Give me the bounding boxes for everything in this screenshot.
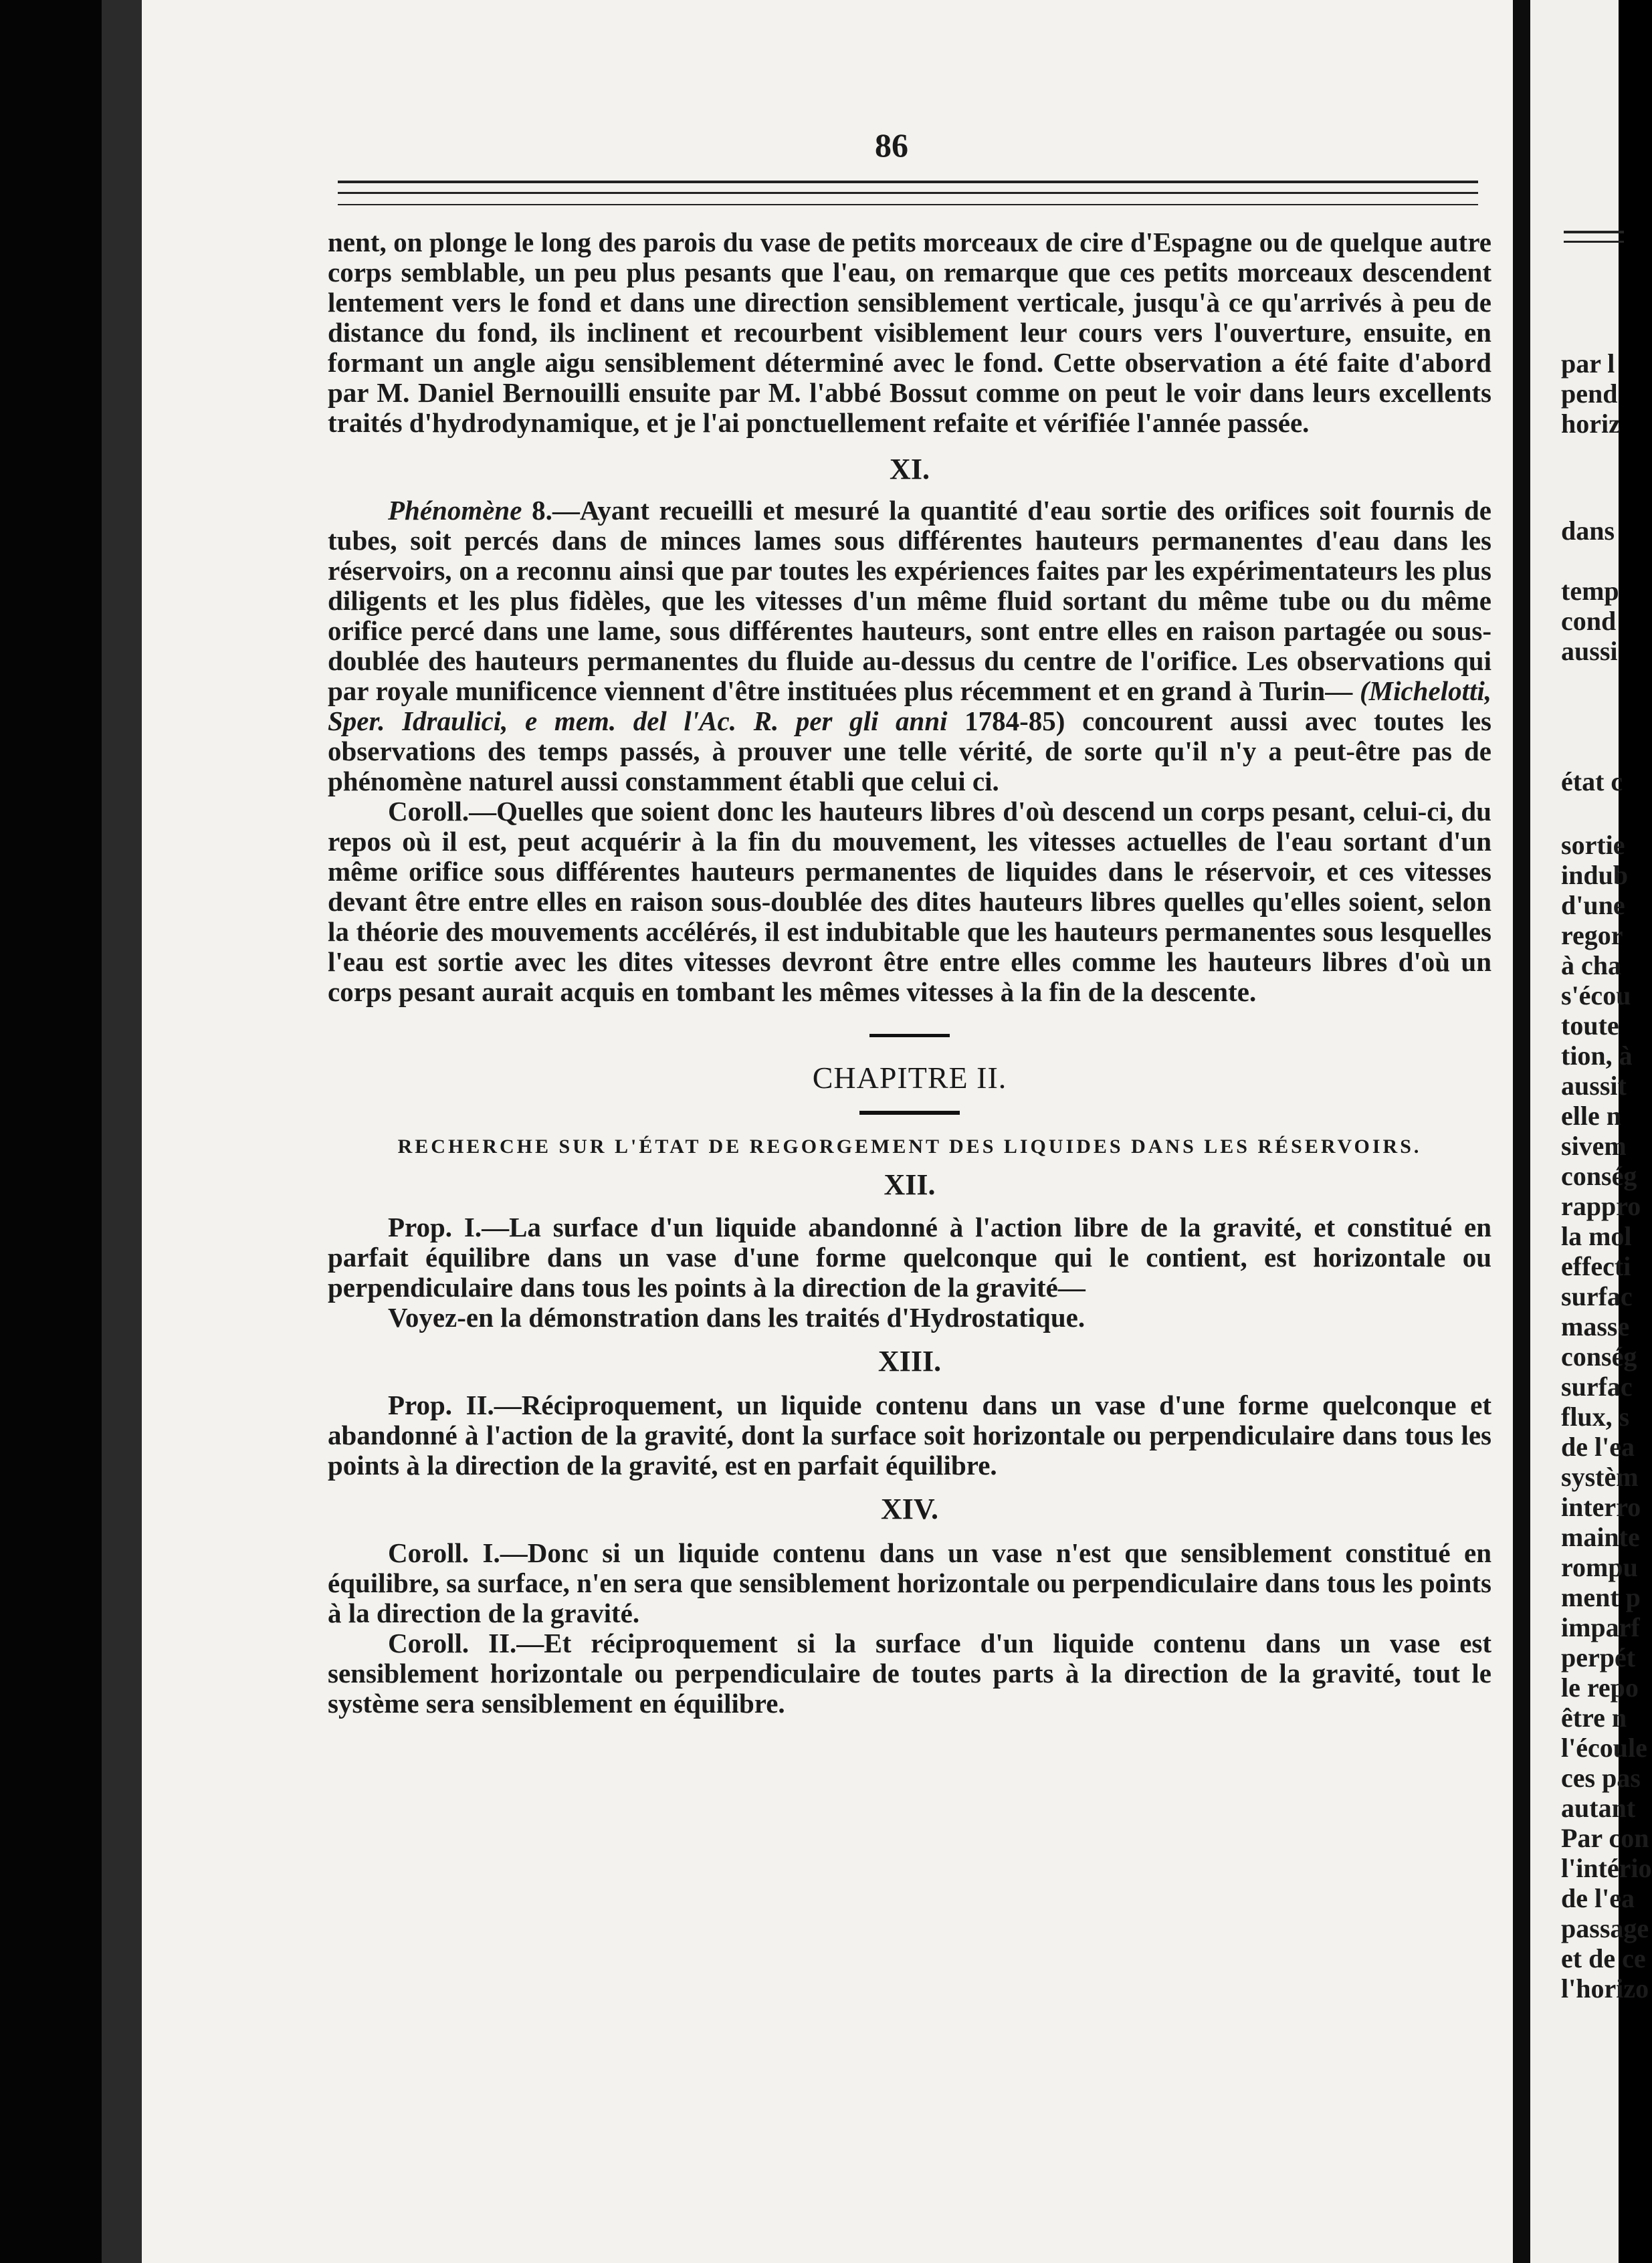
adjacent-page-line: cond bbox=[1561, 606, 1617, 636]
adjacent-page-line: l'écoule bbox=[1561, 1733, 1647, 1763]
scan-page-edge bbox=[102, 0, 142, 2263]
adjacent-page-line: masse bbox=[1561, 1311, 1630, 1341]
adjacent-page-line: sivem bbox=[1561, 1131, 1627, 1161]
hydrostatique-reference: Voyez-en la démonstration dans les traités d'Hydrostatique. bbox=[388, 1302, 1086, 1333]
adjacent-page-line: et de ce bbox=[1561, 1943, 1646, 1973]
coroll-two-paragraph: Coroll. II.—Et réciproquement si la surface d'un liquide contenu dans un vase est sensiblement horizontale ou perpendiculaire de toutes parts à la direction de la gravité, tout le système sera sensiblement en équilibre. bbox=[328, 1628, 1491, 1719]
adjacent-page-line: ment p bbox=[1561, 1582, 1641, 1612]
adjacent-page-line: autant bbox=[1561, 1793, 1636, 1823]
adjacent-page-line: aussit bbox=[1561, 1071, 1627, 1101]
adjacent-page-line: Par con bbox=[1561, 1823, 1649, 1853]
michelotti-citation: (Michelotti, Sper. Idraulici, e mem. del l'Ac. R. per gli anni bbox=[328, 675, 1491, 736]
adjacent-page-rule-2 bbox=[1564, 241, 1624, 243]
adjacent-page-line: effecti bbox=[1561, 1251, 1631, 1281]
section-number-xii: XII. bbox=[884, 1168, 936, 1201]
adjacent-page-line: de l'ea bbox=[1561, 1432, 1635, 1462]
phenomene-text-end: 1784-85) concourent aussi avec toutes les observations des temps passés, à prouver une telle vérité, de sorte qu'il n'y a peut-être pas de phénomène naturel aussi constamment établi que celui ci. bbox=[328, 706, 1491, 796]
chapter-subtitle: RECHERCHE SUR L'ÉTAT DE REGORGEMENT DES LIQUIDES DANS LES RÉSERVOIRS. bbox=[397, 1136, 1422, 1158]
adjacent-page-line: pend bbox=[1561, 379, 1618, 409]
adjacent-page-line: perpét bbox=[1561, 1642, 1636, 1673]
page-number: 86 bbox=[875, 126, 908, 164]
header-rule-top bbox=[338, 181, 1478, 183]
adjacent-page-line: aussi bbox=[1561, 636, 1618, 666]
prop-two-paragraph: Prop. II.—Réciproquement, un liquide contenu dans un vase d'une forme quelconque et abandonné à l'action de la gravité, dont la surface soit horizontale ou perpendiculaire dans tous les points à la direction de la gravité, est en parfait équilibre. bbox=[328, 1390, 1491, 1481]
adjacent-page-line: mainte bbox=[1561, 1522, 1640, 1552]
adjacent-page-line: l'horizo bbox=[1561, 1973, 1649, 2004]
adjacent-page-line: l'intério bbox=[1561, 1853, 1652, 1883]
adjacent-page-line: regor bbox=[1561, 920, 1623, 950]
adjacent-page-line: de l'ea bbox=[1561, 1883, 1635, 1913]
adjacent-page-line: état c bbox=[1561, 766, 1623, 796]
adjacent-page-line: sortie bbox=[1561, 830, 1625, 860]
adjacent-page-fragment bbox=[1530, 0, 1652, 2263]
adjacent-page-line: toute bbox=[1561, 1010, 1619, 1041]
chapter-title: CHAPITRE II. bbox=[812, 1061, 1007, 1095]
section-number-xiii: XIII. bbox=[877, 1345, 942, 1378]
phenomene-label: Phénomène bbox=[388, 495, 522, 526]
adjacent-page-line: horiz bbox=[1561, 409, 1621, 439]
adjacent-page-line: tion, à bbox=[1561, 1041, 1633, 1071]
scan-left-margin bbox=[0, 0, 102, 2263]
coroll-one-paragraph: Coroll. I.—Donc si un liquide contenu dans un vase n'est que sensiblement constitué en équilibre, sa surface, n'en sera que sensiblement horizontale ou perpendiculaire dans tous les points à la direction de la gravité. bbox=[328, 1537, 1491, 1628]
adjacent-page-rule-1 bbox=[1564, 231, 1624, 233]
adjacent-page-line: être n bbox=[1561, 1703, 1627, 1733]
adjacent-page-line: dans bbox=[1561, 516, 1615, 546]
adjacent-page-line: rompu bbox=[1561, 1552, 1638, 1582]
phenomene-text: 8.—Ayant recueilli et mesuré la quantité d'eau sortie des orifices soit fournis de tubes, soit percés dans de minces lames sous différentes hauteurs permanentes d'eau dans les réservoirs, on a reconnu ainsi que par toutes les expériences faites par les expérimentateurs les plus diligents et les plus fidèles, que les vitesses d'un même fluid sortant du même tube ou du même orifice percé dans une lame, sous différentes hauteurs, sont entre elles en raison partagée ou sous-doublée des hauteurs permanentes du fluide au-dessus du centre de l'orifice. Les observations qui par royale munificence viennent d'être instituées plus récemment et en grand à Turin— bbox=[328, 495, 1491, 706]
adjacent-page-line: la mol bbox=[1561, 1221, 1632, 1251]
adjacent-page-line: passage bbox=[1561, 1913, 1649, 1943]
page-body bbox=[328, 227, 1491, 1719]
adjacent-page-line: s'écou bbox=[1561, 980, 1631, 1010]
adjacent-page-line: conség bbox=[1561, 1161, 1637, 1191]
adjacent-page-line: imparf bbox=[1561, 1612, 1640, 1642]
section-number-xi: XI. bbox=[890, 453, 930, 486]
adjacent-page-line: systèm bbox=[1561, 1462, 1639, 1492]
adjacent-page-line: indub bbox=[1561, 860, 1629, 890]
adjacent-page-line: par l bbox=[1561, 348, 1615, 379]
adjacent-page-line: conség bbox=[1561, 1341, 1637, 1372]
adjacent-page-line: rappro bbox=[1561, 1191, 1641, 1221]
adjacent-page-line: surfac bbox=[1561, 1281, 1633, 1311]
header-rule-middle bbox=[338, 192, 1478, 194]
intro-paragraph: nent, on plonge le long des parois du vase de petits morceaux de cire d'Espagne ou de quelque autre corps semblable, un peu plus pesants que l'eau, on remarque que ces petits morceaux descendent lentement vers le fond et dans une direction sensiblement verticale, jusqu'à ce qu'arrivés à peu de distance du fond, ils inclinent et recourbent visiblement leur cours vers l'ouverture, ensuite, en formant un angle aigu sensiblement déterminé avec le fond. Cette observation a été faite d'abord par M. Daniel Bernouilli ensuite par M. l'abbé Bossut comme on peut le voir dans leurs excellents traités d'hydrodynamique, et je l'ai ponctuellement refaite et vérifiée l'année passée. bbox=[328, 227, 1491, 438]
adjacent-page-line: flux, s bbox=[1561, 1402, 1630, 1432]
adjacent-page-line: d'une bbox=[1561, 890, 1625, 920]
adjacent-page-line: temp bbox=[1561, 576, 1619, 606]
adjacent-page-line: le repo bbox=[1561, 1673, 1639, 1703]
adjacent-page-line: à cha bbox=[1561, 950, 1621, 980]
prop-one-paragraph: Prop. I.—La surface d'un liquide abandonné à l'action libre de la gravité, et constitué en parfait équilibre dans un vase d'une forme quelconque qui le contient, est horizontale ou perpendiculaire dans tous les points à la direction de la gravité— bbox=[328, 1212, 1491, 1303]
adjacent-page-line: surfac bbox=[1561, 1372, 1633, 1402]
scan-gutter bbox=[1513, 0, 1530, 2263]
coroll-paragraph-xi: Coroll.—Quelles que soient donc les hauteurs libres d'où descend un corps pesant, celui-ci, du repos où il est, peut acquérir à la fin du mouvement, les vitesses actuelles de l'eau sortant d'un même orifice sous différentes hauteurs permanentes de liquides dans le réservoir, et ces vitesses devant être entre elles en raison sous-doublée des dites hauteurs libres quelles qu'elles soient, selon la théorie des mouvements accélérés, il est indubitable que les hauteurs permanentes sous lesquelles l'eau est sortie avec les dites vitesses devront être entre elles comme les hauteurs libres d'où un corps pesant aurait acquis en tombant les mêmes vitesses à la fin de la descente. bbox=[328, 796, 1491, 1007]
adjacent-page-line: ces pas bbox=[1561, 1763, 1641, 1793]
header-rule-bottom bbox=[338, 204, 1478, 205]
section-number-xiv: XIV. bbox=[880, 1493, 938, 1525]
adjacent-page-line: elle n bbox=[1561, 1101, 1621, 1131]
adjacent-page-line: interro bbox=[1561, 1492, 1641, 1522]
phenomene-paragraph bbox=[328, 496, 1491, 796]
